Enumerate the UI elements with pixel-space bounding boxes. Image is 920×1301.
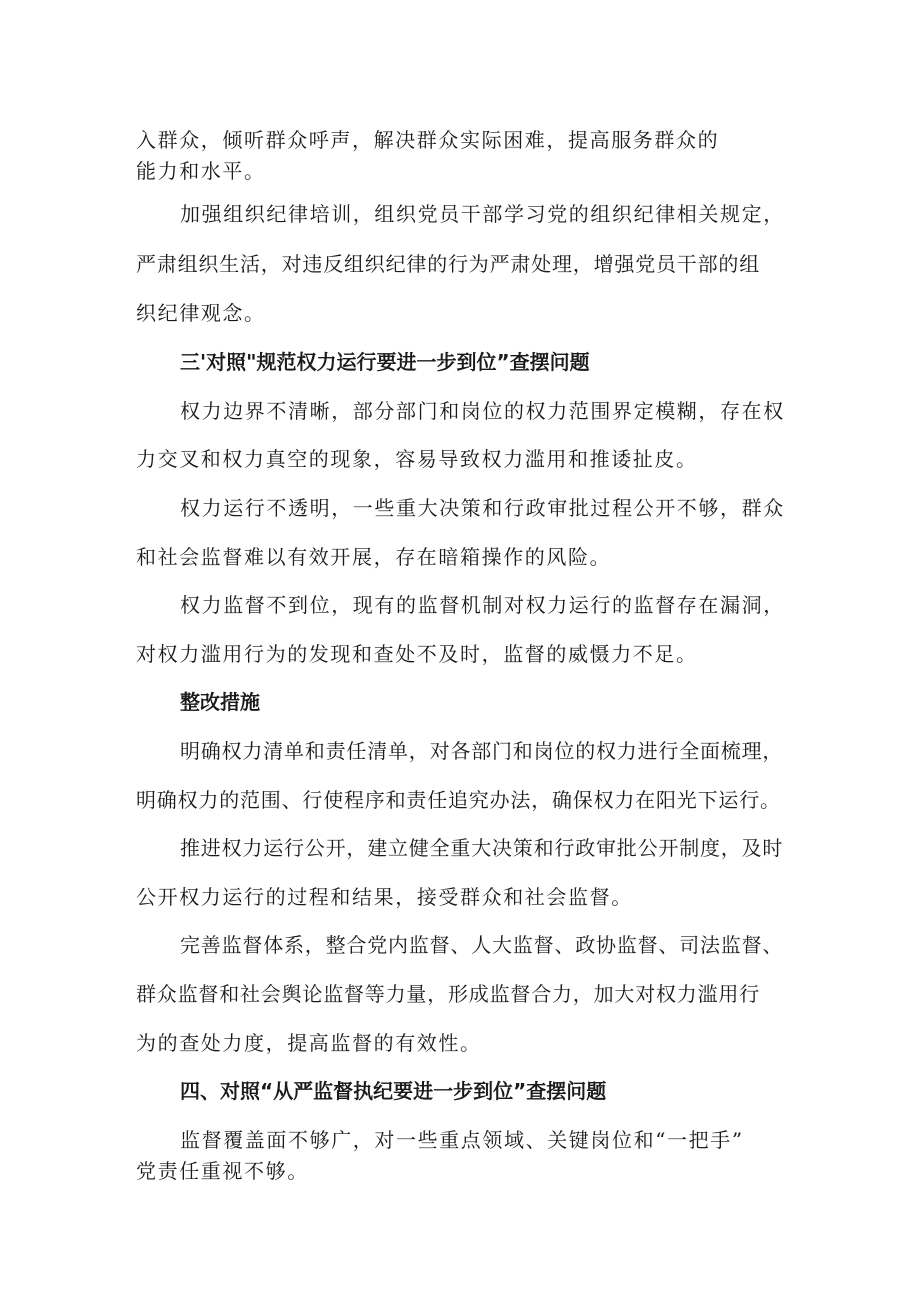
paragraph-line: 能力和水平。 bbox=[136, 159, 266, 183]
section-heading: 三'对照"规范权力运行要进一步到位”查摆问题 bbox=[180, 350, 590, 374]
paragraph-line: 入群众，倾听群众呼声，解决群众实际困难，提高服务群众的 bbox=[136, 128, 720, 152]
paragraph-line: 明确权力的范围、行使程序和责任追究办法，确保权力在阳光下运行。 bbox=[136, 788, 781, 812]
paragraph-line: 力交叉和权力真空的现象，容易导致权力滥用和推诿扯皮。 bbox=[136, 447, 698, 471]
paragraph-line: 公开权力运行的过程和结果，接受群众和社会监督。 bbox=[136, 885, 633, 909]
paragraph-line: 权力边界不清晰，部分部门和岗位的权力范围界定模糊，存在权 bbox=[180, 399, 785, 423]
paragraph-line: 明确权力清单和责任清单，对各部门和岗位的权力进行全面梳理， bbox=[180, 739, 784, 763]
paragraph-line: 监督覆盖面不够广，对一些重点领域、关键岗位和“一把手” bbox=[180, 1128, 744, 1152]
paragraph-line: 权力监督不到位，现有的监督机制对权力运行的监督存在漏洞， bbox=[180, 593, 785, 617]
paragraph-line: 织纪律观念。 bbox=[136, 301, 266, 325]
paragraph-line: 推进权力运行公开，建立健全重大决策和行政审批公开制度，及时 bbox=[180, 836, 784, 860]
paragraph-line: 完善监督体系，整合党内监督、人大监督、政协监督、司法监督、 bbox=[180, 933, 784, 957]
paragraph-line: 为的查处力度，提高监督的有效性。 bbox=[136, 1031, 482, 1055]
paragraph-line: 党责任重视不够。 bbox=[136, 1159, 309, 1183]
subsection-heading: 整改措施 bbox=[180, 690, 260, 714]
paragraph-line: 对权力滥用行为的发现和查处不及时，监督的威慑力不足。 bbox=[136, 642, 698, 666]
paragraph-line: 群众监督和社会舆论监督等力量，形成监督合力，加大对权力滥用行 bbox=[136, 982, 760, 1006]
paragraph-line: 加强组织纪律培训，组织党员干部学习党的组织纪律相关规定， bbox=[180, 202, 785, 226]
paragraph-line: 权力运行不透明，一些重大决策和行政审批过程公开不够，群众 bbox=[180, 496, 785, 520]
paragraph-line: 和社会监督难以有效开展，存在暗箱操作的风险。 bbox=[136, 545, 612, 569]
section-heading: 四、对照“从严监督执纪要进一步到位”查摆问题 bbox=[180, 1079, 607, 1103]
paragraph-line: 严肃组织生活，对违反组织纪律的行为严肃处理，增强党员干部的组 bbox=[136, 252, 760, 276]
